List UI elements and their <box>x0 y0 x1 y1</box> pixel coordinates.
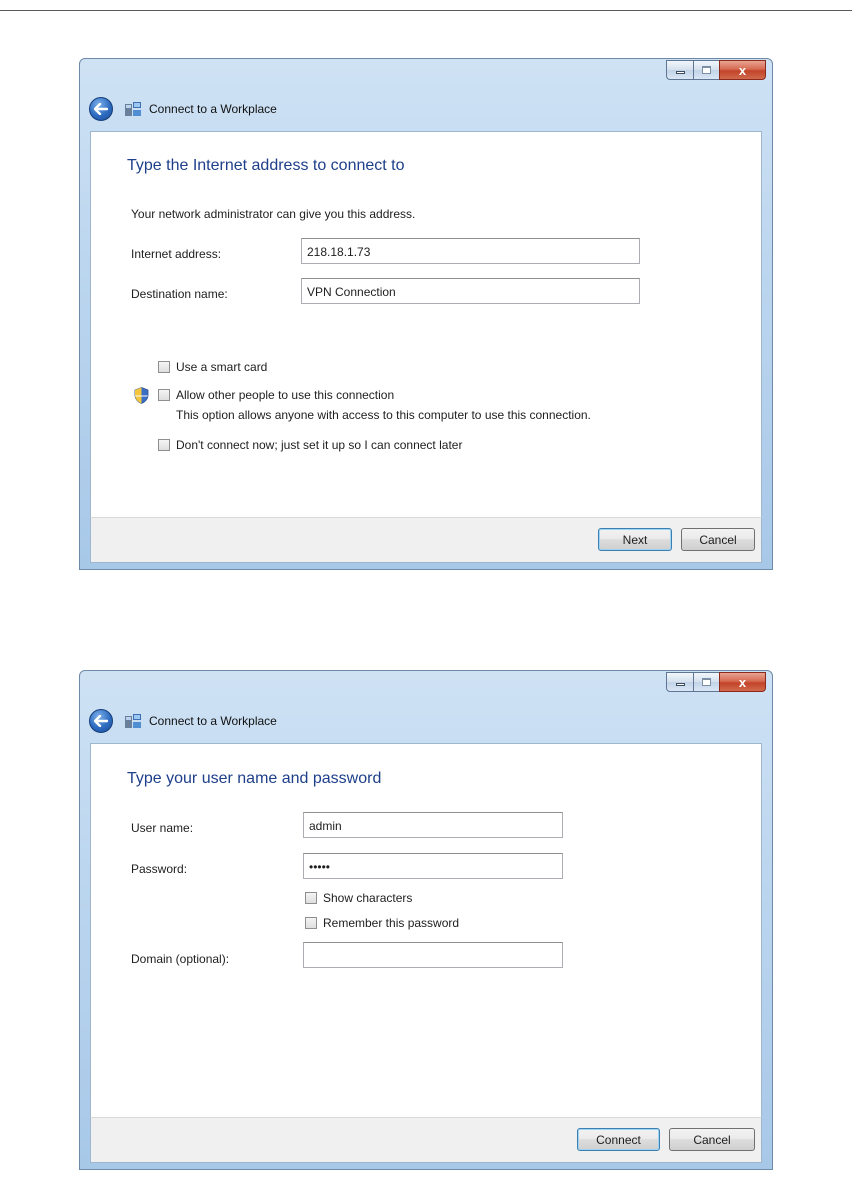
window-title: Connect to a Workplace <box>149 714 277 728</box>
dialog-footer <box>90 517 762 563</box>
network-workplace-icon <box>124 712 142 729</box>
connect-workplace-window-credentials <box>79 670 773 1170</box>
internet-address-label: Internet address: <box>131 247 222 261</box>
uac-shield-icon <box>134 387 149 404</box>
allow-others-description: This option allows anyone with access to this computer to use this connection. <box>176 408 591 422</box>
destination-name-label: Destination name: <box>131 287 228 301</box>
connect-button[interactable]: Connect <box>577 1128 660 1151</box>
close-button[interactable] <box>719 60 766 80</box>
smart-card-label: Use a smart card <box>176 360 268 374</box>
remember-password-checkbox[interactable] <box>305 917 317 929</box>
window-controls <box>666 672 766 692</box>
smart-card-checkbox[interactable] <box>158 361 170 373</box>
remember-password-option[interactable] <box>305 916 459 930</box>
dont-connect-label: Don't connect now; just set it up so I can connect later <box>176 438 463 452</box>
password-label: Password: <box>131 862 188 876</box>
window-controls <box>666 60 766 80</box>
cancel-button[interactable]: Cancel <box>669 1128 755 1151</box>
page-heading: Type the Internet address to connect to <box>127 157 405 174</box>
allow-others-option[interactable] <box>158 388 394 402</box>
maximize-button[interactable] <box>693 60 719 80</box>
smart-card-option[interactable] <box>158 360 267 374</box>
dont-connect-checkbox[interactable] <box>158 439 170 451</box>
destination-name-input[interactable]: VPN Connection <box>301 278 640 304</box>
page-heading: Type your user name and password <box>127 770 382 787</box>
maximize-button[interactable] <box>693 672 719 692</box>
back-button[interactable] <box>89 97 113 121</box>
network-workplace-icon <box>124 100 142 117</box>
maximize-icon <box>702 678 711 686</box>
connect-workplace-window-address <box>79 58 773 570</box>
back-arrow-icon <box>94 715 108 727</box>
show-characters-option[interactable] <box>305 891 412 905</box>
dialog-content <box>90 131 762 517</box>
close-icon: x <box>738 674 747 690</box>
back-button[interactable] <box>89 709 113 733</box>
username-label: User name: <box>131 821 194 835</box>
close-button[interactable] <box>719 672 766 692</box>
close-icon: x <box>738 62 747 78</box>
dont-connect-option[interactable] <box>158 438 462 452</box>
dialog-footer <box>90 1117 762 1163</box>
allow-others-checkbox[interactable] <box>158 389 170 401</box>
show-characters-checkbox[interactable] <box>305 892 317 904</box>
instruction-text: Your network administrator can give you this address. <box>131 207 416 221</box>
username-input[interactable]: admin <box>303 812 563 838</box>
minimize-icon <box>676 71 685 74</box>
remember-password-label: Remember this password <box>323 916 460 930</box>
internet-address-input[interactable]: 218.18.1.73 <box>301 238 640 264</box>
minimize-button[interactable] <box>666 60 693 80</box>
cancel-button[interactable]: Cancel <box>681 528 755 551</box>
maximize-icon <box>702 66 711 74</box>
next-button[interactable]: Next <box>598 528 672 551</box>
show-characters-label: Show characters <box>323 891 413 905</box>
page-top-rule <box>0 10 852 11</box>
minimize-button[interactable] <box>666 672 693 692</box>
password-input[interactable]: ••••• <box>303 853 563 879</box>
domain-label: Domain (optional): <box>131 952 230 966</box>
domain-input[interactable] <box>303 942 563 968</box>
dialog-content <box>90 743 762 1117</box>
allow-others-label: Allow other people to use this connection <box>176 388 395 402</box>
back-arrow-icon <box>94 103 108 115</box>
minimize-icon <box>676 683 685 686</box>
window-title: Connect to a Workplace <box>149 102 277 116</box>
